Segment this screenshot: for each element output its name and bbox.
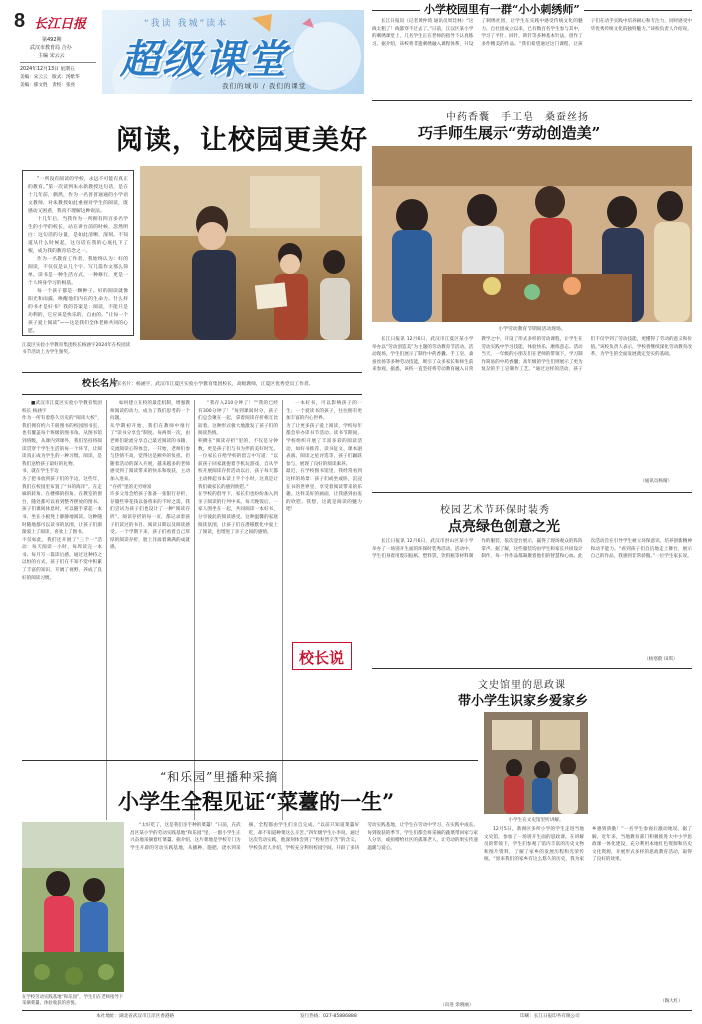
desk-info: 武汉市教育局 合办 [30, 45, 72, 51]
lead-column-2: 如何建立在校的最佳机制，增强教师阅读的动力，成为了我们思考的一个问题。 从学期初开始，我们在教师中推行了“读书分享会”制度。每两周一次，由老师们轮流分享自己最近阅读的书籍，交流阅读心得体会。一开始，老师们参与热情不高，觉得这是额外的负担。但随着活动的深入开展，越来越多的老师感受到了阅读带来的快乐和收获，主动加入进来。 “存折”里的无穷财富 许多父母会给孩子准备一张银行存折，存储些零花钱以备将来的不时之需。我们尝试为孩子们也设计了一种“阅读存折”。阅读存折的每一页，都记录着孩子们读过的书目、阅读日期以及阅读感受。一个学期下来，孩子们看着自己厚厚的阅读存折，脸上洋溢着满满的成就感。 [110, 401, 190, 551]
staff-line-2: 美编：郁文胜 责校：张亮 [20, 83, 76, 88]
quote-paragraph: 作为一名教育工作者，我始终认为：好的阅读，不仅仅是认几个字、写几篇作文那么简单。读书是一种生活方式，一种修行，更是一个人终身学习的根基。 [28, 257, 128, 286]
cooking-credit: （通讯员杨晴） [640, 479, 673, 484]
lead-photo [140, 166, 362, 340]
art-headline-2: 点亮绿色创意之光 [448, 519, 560, 535]
museum-credit: （陶大红） [660, 999, 683, 1004]
museum-photo [484, 712, 588, 814]
right-top-text: 长江日报讯（记者黄仲琦 通讯员周廷林）“这线太粗了！线都穿不过去了。”日前，江汉区某小学的刺绣课堂上，几名学生正在老师的指导下认真练习。据介绍，该校将非遗刺绣融入课程体系，开设了刺绣社团，让学生在实践中感受传统文化的魅力。自社团成立以来，已有数百名学生参与其中，学习了平针、回针、锁针等多种基本针法，创作了多件精美的作品。“我们希望通过这门课程，让孩子们在动手实践中培养耐心和专注力，同时感受中华优秀传统文化的独特魅力。”该校负责人介绍说。 [372, 19, 692, 47]
feature-text: “太好吃了，这是我们亲手种的菜薹！”日前，在武昌区某小学的劳动实践基地“和乐园”里，一群小学生正兴奋地采摘着红菜薹。据介绍，这片菜地是学校专门为学生开辟的劳动实践基地，从播种、施肥、浇水到采摘，全程都由学生们亲自完成。“以前只知道菜薹好吃，却不知道种菜这么辛苦。”四年级学生小李说，通过这次劳动实践，他深刻体会到了“粒粒皆辛苦”的含义。学校负责人介绍，学校充分利用校园空间，开辟了多块劳动实践基地，让学生在劳动中学习、在实践中成长。每到收获的季节，学生们都会将采摘的蔬菜带回家与家人分享，或捐赠给社区的孤寡老人，让劳动的果实传递温暖与爱心。 [130, 823, 478, 851]
cooking-photo-caption: 小学劳动教育节期间活动现场。 [498, 327, 566, 332]
footer-phone: 发行热线：027-85886888 [300, 1014, 357, 1019]
cooking-kicker: 中药香囊 手工皂 桑蚕丝扬 [446, 112, 589, 123]
cooking-photo [372, 146, 692, 322]
feature-photo-caption: 在学校劳动实践基地“和乐园”，学生们在老师指导下采摘菜薹，体验收获的喜悦。 [22, 995, 124, 1006]
feature-kicker: “和乐园”里播种采摘 [160, 770, 279, 784]
footer-address: 本社地址：湖北省武汉市江岸区香港路 [96, 1014, 175, 1019]
right-top-headline: 小学校园里有一群“小小刺绣师” [420, 1, 584, 17]
issue-info: 第492期 [42, 37, 62, 43]
lead-column-4: 一本好书，可以影响孩子的一生；一个爱读书的孩子，往往拥有更加丰富的内心世界。 为了让更多孩子爱上阅读，学校每年都会举办读书节活动。读书节期间，学校组织开展了丰富多彩的阅读活动，如好书推荐、读书征文、课本剧表演、阅读之星评选等，孩子们踊跃参与，展现了良好的阅读素养。 最近，在学校图书馆里，我经常看到这样的场景：孩子们或坐或卧，沉浸在书的世界里，享受着阅读带来的乐趣。这样美好的画面，让我感到由衷的欣慰。我想，这就是阅读的魅力吧！ [286, 401, 362, 513]
banner-title: 超级课堂 [120, 37, 288, 83]
quote-paragraph: 每一个孩子都是一颗种子。好的阅读就像阳光和雨露，唤醒他们内在的生命力。什么样的书才是好书？我的答案是：阅读，不能只是功利的，它应该是快乐的、自由的。“让每一个孩子爱上阅读”——这是我们全体老师共同的心愿。 [28, 289, 128, 334]
feature-photo [22, 822, 124, 992]
lead-headline: 阅读，让校园更美好 [116, 125, 368, 156]
feature-headline: 小学生全程见证“菜薹的一生” [118, 789, 395, 814]
art-text: 长江日报讯 12月6日，武汉市洪山区某小学举办了一场别开生面的环保时装秀活动。活动中，学生们身着用废旧报纸、塑料袋、饮料瓶等材料制作的服装，依次登台展示，赢得了现场观众的阵阵掌声。据了解，这些服装均由学生和家长共同设计制作，每一件作品都凝聚着他们的智慧和心血。此次活动旨在引导学生树立环保意识，培养创新精神和动手能力。“看到孩子们自信地走上舞台，展示自己的作品，我感到非常骄傲。”一位学生家长说。 [372, 539, 692, 560]
cooking-text: 长江日报讯 12月6日，武汉市江夏区某小学举办以“劳动创造美”为主题的劳动教育节活动。活动现场，学生们展示了制作中药香囊、手工皂、桑蚕丝扬等多种劳动技能，吸引了众多家长和师生前来参观。据悉，该校一直坚持将劳动教育融入日常教学之中，开设了形式多样的劳动课程，让学生在劳动实践中学习技能、体验快乐、磨炼意志。活动当天，一年级的小朋友们在老师的带领下，学习制作简易的中药香囊；高年级的学生们则展示了更为复杂的手工皂制作工艺。“通过这样的活动，孩子们不仅学到了劳动技能，更懂得了劳动的意义和价值。”该校负责人表示，学校将继续深化劳动教育改革，为学生的全面发展奠定坚实的基础。 [372, 337, 692, 373]
feature-credit: （向进 余晓丽） [440, 1003, 474, 1008]
lead-photo-caption: 江夏区实验小学教育集团校长杨涵宇2024年在校园读书节活动上为学生颁奖。 [22, 343, 131, 355]
quote-paragraph: 十几年后，当我作为一所拥有四百多名学生的小学的校长，站在讲台前的时候，忽然明白：这句话的分量，是如此清晰、深刻。不知道从什么时候起，这句话在我的心底扎下了根，成为我的教育信念之一。 [28, 217, 128, 254]
museum-headline-2: 带小学生识家乡爱家乡 [458, 694, 589, 709]
banner-slogan: “我读 我城”读本 [144, 19, 229, 29]
art-credit: （杨寒蔚 田琪） [644, 657, 678, 662]
stamp-box [292, 642, 352, 670]
editor-info: 主编 宋云云 [38, 53, 65, 59]
staff-line-1: 美编：宋云云 版式：汤紫华 [20, 75, 80, 80]
byline-bar [22, 375, 362, 391]
quote-paragraph: “一所没有阅读的学校，永远不可能有真正的教育。”第一次读到朱永新教授这句话，是在十几年前，偶然，作为一名普普通通的小学语文教师，对朱教授如此重视对学生的阅读，既感动又困惑，我真不理解这种说法。 [28, 177, 128, 214]
paper-name: 长江日报 [34, 17, 87, 32]
quote-box [22, 170, 134, 336]
title-banner [102, 10, 364, 94]
museum-photo-caption: 小学生在文史馆里听讲解。 [508, 818, 564, 823]
cooking-photo-scene [372, 146, 692, 322]
museum-photo-scene [484, 712, 588, 814]
stamp-text: 校长说 [299, 649, 345, 667]
lead-column-1: ■武汉市江夏区实验小学教育集团校长 杨涵宇 作为一所有着悠久历史的“阅读大校”，我们拥有约六千册图书的校园图书室，也有覆盖每个班级的图书角。从图书馆到班级，从课内到课外，我们坚持将阅读贯穿于学生生活的每一个环节，让阅读真正成为学生的一种习惯。阅读，是我们送给孩子最好的礼物。 书，就在学生手边 为了把书放到孩子们的手边，这些年，我们在校园里布置了“书的海洋”。在走廊的转角、在楼梯的拐角、在教室的窗台，随处都可以看到整齐摆放的图书。孩子们课间休息时，可以随手拿起一本书，坐在小板凳上静静地阅读。这种随时随地都可以读书的氛围，让孩子们渐渐爱上了阅读，喜欢上了图书。 不仅如此，我们还开展了“三个一”活动：每天阅读一小时、每周读完一本书、每月写一篇读后感。通过这种持之以恒的方式，孩子们在不知不觉中积累了丰富的知识，开阔了视野，养成了良好的阅读习惯。 [22, 401, 102, 581]
art-headline-1: 校园艺术节环保时装秀 [440, 505, 550, 516]
lead-photo-scene [140, 166, 362, 340]
banner-subslogan: 我们的城市 / 我们的课堂 [222, 82, 307, 90]
museum-text: 12月5日，新洲区多所小学的学生走进当地文史馆，参加了一场别开生面的思政课。在讲解员的带领下，学生们参观了馆内丰富的历史文物和图片资料，了解了家乡的发展历程和光荣传统。“原来我们的家乡有这么悠久的历史，我为家乡感到骄傲！”一名学生参观后激动地说。据了解，近年来，当地教育部门积极推进大中小学思政课一体化建设，充分利用本地红色资源和历史文化资源，开展形式多样的思政教育活动，取得了良好的效果。 [484, 827, 692, 863]
lead-column-3: “我存入210分钟了！”“我的已经有300分钟了！”每到课间时分，孩子们总会聚在一起，拿着阅读存折相互比较着。这种形式极大地激发了孩子们的阅读热情。 积攒在“阅读存折”里的，不仅是分钟数，更是孩子们与书为伴的美好时光。一位家长在给学校的留言中写道：“以前孩子回家就抱着手机玩游戏，自从学校开展阅读存折活动以后，孩子每天都主动捧起书本读上半个小时，这真是让我们做家长的感到欣慰。” 在学校的倡导下，家长们也纷纷加入到亲子阅读的行列中来。每天晚饭后，一家人围坐在一起，共同阅读一本好书，分享彼此的阅读感受。这种温馨的家庭阅读氛围，让孩子们在潜移默化中爱上了阅读，也增进了亲子之间的感情。 [198, 401, 278, 536]
byline-label: 校长名片 [82, 379, 119, 389]
museum-headline-1: 文史馆里的思政课 [478, 680, 566, 691]
date-line: 2024年12月13日 星期五 [20, 67, 75, 72]
footer-print: 印刷：长江日报印务有限公司 [520, 1014, 580, 1019]
cooking-headline: 巧手师生展示“劳动创造美” [418, 124, 601, 142]
byline-text: 校长名片：杨涵宇，武汉市江夏区实验小学教育集团校长，高级教师，江夏区优秀党员工作者。 [112, 382, 314, 387]
feature-photo-scene [22, 822, 124, 992]
page-number: 8 [14, 10, 26, 32]
